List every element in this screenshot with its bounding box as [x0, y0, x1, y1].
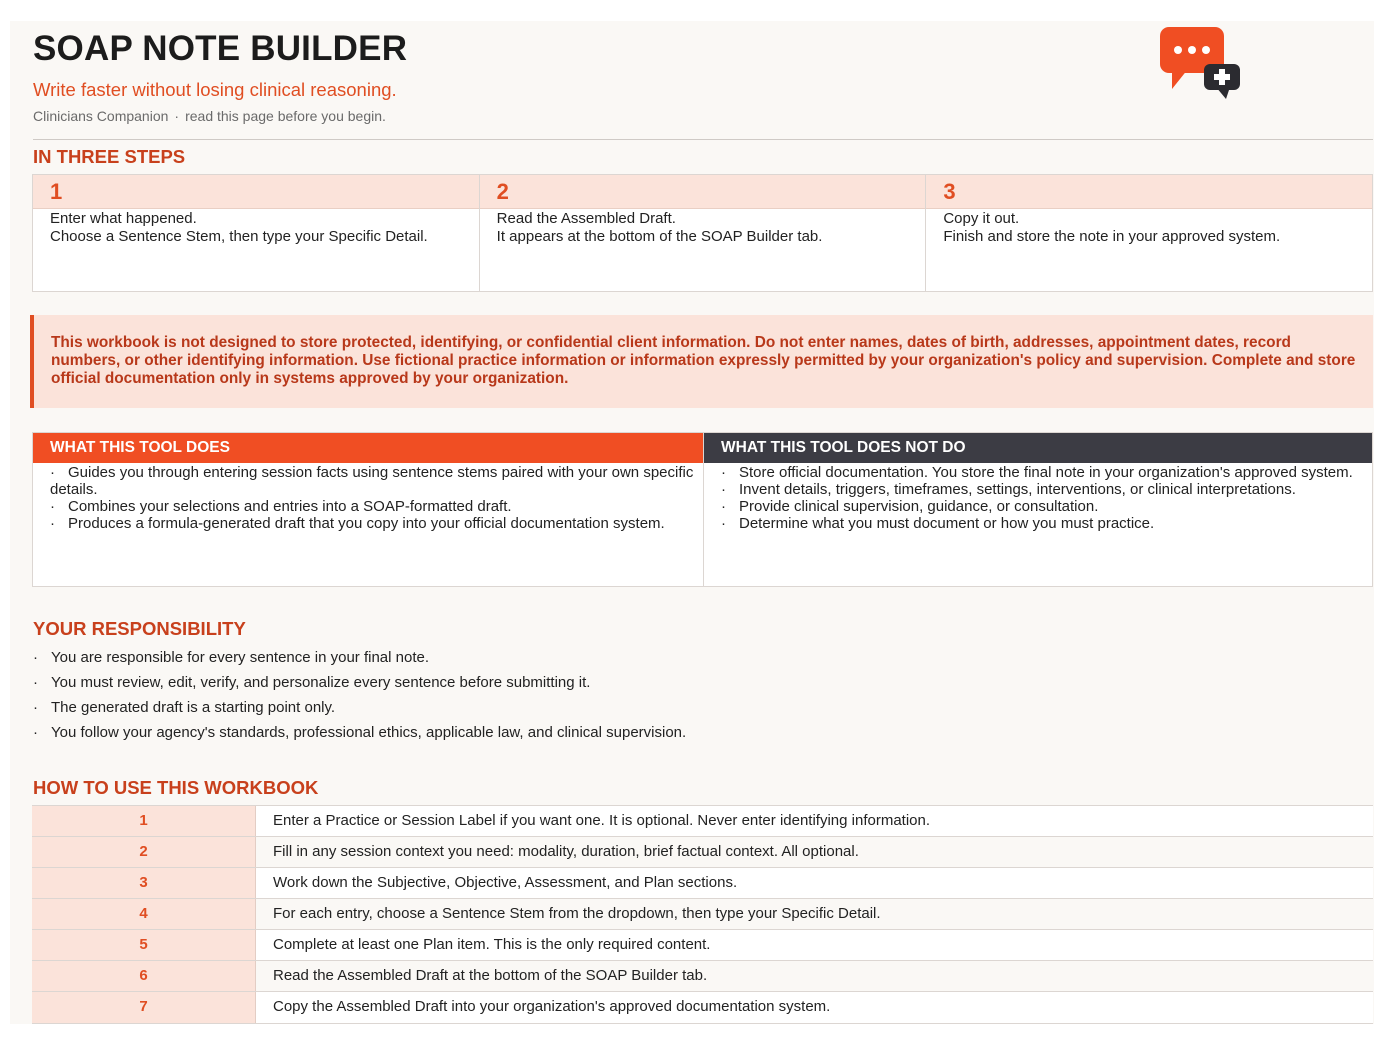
responsibility-list	[33, 648, 686, 748]
row-text: Fill in any session context you need: modality, duration, brief factual context. All optional.	[256, 837, 1373, 867]
meta-note: read this page before you begin.	[185, 108, 386, 124]
steps-heading: IN THREE STEPS	[33, 146, 186, 167]
does-not-heading: WHAT THIS TOOL DOES NOT DO	[704, 433, 1372, 463]
step-number: 3	[926, 175, 1372, 209]
bullet-dot: ·	[33, 699, 38, 716]
list-item: · Guides you through entering session facts using sentence stems paired with your own specific details.	[50, 464, 694, 498]
table-row	[32, 992, 1373, 1024]
list-item: · You must review, edit, verify, and personalize every sentence before submitting it.	[33, 674, 591, 691]
meta-separator: ·	[174, 108, 180, 124]
table-row	[32, 961, 1373, 992]
list-item: · The generated draft is a starting point only.	[33, 699, 336, 716]
step-line: Read the Assembled Draft.	[496, 210, 676, 227]
meta-source: Clinicians Companion	[33, 108, 169, 124]
step-body	[480, 209, 926, 291]
responsibility-heading: YOUR RESPONSIBILITY	[33, 618, 246, 639]
row-number: 6	[32, 961, 256, 991]
row-text: Complete at least one Plan item. This is the only required content.	[256, 930, 1373, 960]
row-text: Enter a Practice or Session Label if you want one. It is optional. Never enter identifying information.	[256, 806, 1373, 836]
bullet-dot: ·	[50, 464, 55, 481]
row-number: 4	[32, 899, 256, 929]
table-row	[32, 837, 1373, 868]
bullet-dot: ·	[721, 481, 726, 498]
page-meta	[33, 108, 386, 124]
bullet-dot: ·	[33, 674, 38, 691]
bullet-dot: ·	[721, 464, 726, 481]
does-panel	[33, 433, 704, 586]
step-number: 1	[33, 175, 479, 209]
scope-panels	[32, 432, 1373, 587]
step-number: 2	[480, 175, 926, 209]
list-item: · You follow your agency's standards, professional ethics, applicable law, and clinical supervision.	[33, 724, 687, 741]
bullet-dot: ·	[50, 498, 55, 515]
does-list	[33, 463, 703, 532]
step-body	[33, 209, 479, 291]
bullet-dot: ·	[721, 515, 726, 532]
step-card-2	[480, 175, 927, 291]
row-number: 5	[32, 930, 256, 960]
step-line: Choose a Sentence Stem, then type your Specific Detail.	[50, 228, 428, 245]
step-card-1	[33, 175, 480, 291]
privacy-warning: This workbook is not designed to store protected, identifying, or confidential client information. Do not enter names, dates of birth, addresses, appointment dates, record numbers, or other identifying information. Use fictional practice information or information expressly permitted by your organization's policy and supervision. Complete and store official documentation only in systems approved by your organization.	[30, 315, 1373, 408]
step-line: Finish and store the note in your approved system.	[943, 228, 1281, 245]
howto-table	[32, 805, 1373, 1024]
list-item: · Invent details, triggers, timeframes, settings, interventions, or clinical interpretations.	[721, 481, 1296, 498]
table-row	[32, 930, 1373, 961]
list-item: · Produces a formula-generated draft that you copy into your official documentation system.	[50, 515, 665, 532]
list-item: · Provide clinical supervision, guidance, or consultation.	[721, 498, 1099, 515]
bullet-dot: ·	[33, 649, 38, 666]
list-item: · You are responsible for every sentence in your final note.	[33, 649, 430, 666]
step-line: Enter what happened.	[50, 210, 197, 227]
page-subtitle: Write faster without losing clinical reasoning.	[33, 79, 397, 100]
row-number: 1	[32, 806, 256, 836]
does-not-list	[704, 463, 1372, 532]
row-text: Copy the Assembled Draft into your organization's approved documentation system.	[256, 992, 1373, 1023]
table-row	[32, 868, 1373, 899]
does-not-panel	[704, 433, 1372, 586]
steps-table	[32, 174, 1373, 292]
bullet-dot: ·	[50, 515, 55, 532]
step-line: Copy it out.	[943, 210, 1020, 227]
header-divider	[33, 139, 1373, 140]
step-line: It appears at the bottom of the SOAP Builder tab.	[496, 228, 823, 245]
list-item: · Store official documentation. You store the final note in your organization's approved system.	[721, 464, 1353, 481]
row-number: 2	[32, 837, 256, 867]
row-text: Read the Assembled Draft at the bottom of the SOAP Builder tab.	[256, 961, 1373, 991]
chat-medical-icon	[1158, 25, 1242, 101]
step-card-3	[926, 175, 1372, 291]
does-heading: WHAT THIS TOOL DOES	[33, 433, 703, 463]
bullet-dot: ·	[33, 724, 38, 741]
row-number: 3	[32, 868, 256, 898]
row-number: 7	[32, 992, 256, 1023]
step-body	[926, 209, 1372, 291]
howto-heading: HOW TO USE THIS WORKBOOK	[33, 777, 319, 798]
list-item: · Determine what you must document or how you must practice.	[721, 515, 1155, 532]
row-text: Work down the Subjective, Objective, Assessment, and Plan sections.	[256, 868, 1373, 898]
page-title: SOAP NOTE BUILDER	[33, 29, 408, 68]
table-row	[32, 899, 1373, 930]
table-row	[32, 806, 1373, 837]
list-item: · Combines your selections and entries into a SOAP-formatted draft.	[50, 498, 512, 515]
row-text: For each entry, choose a Sentence Stem from the dropdown, then type your Specific Detail.	[256, 899, 1373, 929]
bullet-dot: ·	[721, 498, 726, 515]
